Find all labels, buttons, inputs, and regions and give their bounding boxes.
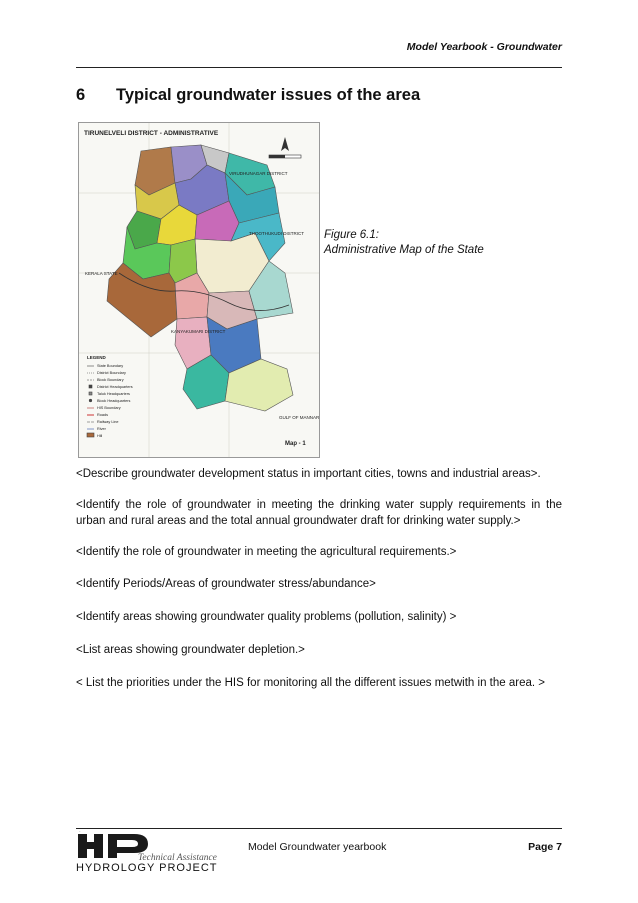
svg-text:Block Boundary: Block Boundary (97, 378, 124, 382)
district-map (78, 122, 320, 458)
svg-text:River: River (97, 427, 106, 431)
section-title: Typical groundwater issues of the area (116, 86, 421, 104)
svg-text:Block Headquarters: Block Headquarters (97, 399, 131, 403)
svg-text:HIS Boundary: HIS Boundary (97, 406, 121, 410)
svg-text:State Boundary: State Boundary (97, 364, 124, 368)
paragraph: <Identify the role of groundwater in meeting the drinking water supply requirements in the urban and rural areas and the total annual groundwater draft for drinking water supply.> (76, 499, 562, 527)
logo-subtitle: Technical Assistance (138, 853, 217, 863)
page-number: Page 7 (528, 841, 562, 853)
figure-caption (324, 228, 484, 257)
figure-number: Figure 6.1: (324, 229, 379, 241)
section-number: 6 (76, 86, 86, 104)
paragraph: <Identify areas showing groundwater quality problems (pollution, salinity) > (76, 611, 457, 623)
logo-name: HYDROLOGY PROJECT (76, 862, 218, 874)
svg-text:KANYAKUMARI DISTRICT: KANYAKUMARI DISTRICT (171, 329, 226, 334)
paragraph: <Identify the role of groundwater in meeting the agricultural requirements.> (76, 546, 457, 558)
svg-text:KERALA STATE: KERALA STATE (85, 271, 118, 276)
paragraph: <Identify Periods/Areas of groundwater stress/abundance> (76, 578, 376, 590)
svg-text:Railway Line: Railway Line (97, 420, 119, 424)
svg-text:VIRUDHUNAGAR DISTRICT: VIRUDHUNAGAR DISTRICT (229, 171, 288, 176)
paragraph: < List the priorities under the HIS for monitoring all the different issues metwith in the area. > (76, 677, 545, 689)
map-illustration (79, 123, 319, 457)
paragraph: <List areas showing groundwater depletion.> (76, 644, 305, 656)
svg-text:District Headquarters: District Headquarters (97, 385, 133, 389)
svg-text:HP: HP (79, 832, 81, 833)
svg-text:Roads: Roads (97, 413, 108, 417)
footer-rule (76, 828, 562, 829)
paragraph: <Describe groundwater development status in important cities, towns and industrial areas>. (76, 468, 541, 480)
svg-text:LEGEND: LEGEND (87, 355, 106, 360)
svg-text:GULF OF MANNAR: GULF OF MANNAR (279, 415, 319, 420)
svg-text:THOOTHUKUDI DISTRICT: THOOTHUKUDI DISTRICT (249, 231, 304, 236)
running-header: Model Yearbook - Groundwater (406, 41, 562, 53)
svg-text:Hill: Hill (97, 434, 103, 438)
svg-text:Map - 1: Map - 1 (285, 441, 306, 447)
header-rule (76, 67, 562, 68)
svg-text:Taluk Headquarters: Taluk Headquarters (97, 392, 130, 396)
svg-text:District Boundary: District Boundary (97, 371, 126, 375)
figure-caption-text: Administrative Map of the State (324, 243, 484, 256)
footer-document-title: Model Groundwater yearbook (248, 841, 387, 853)
map-title: TIRUNELVELI DISTRICT - ADMINISTRATIVE (84, 130, 219, 137)
